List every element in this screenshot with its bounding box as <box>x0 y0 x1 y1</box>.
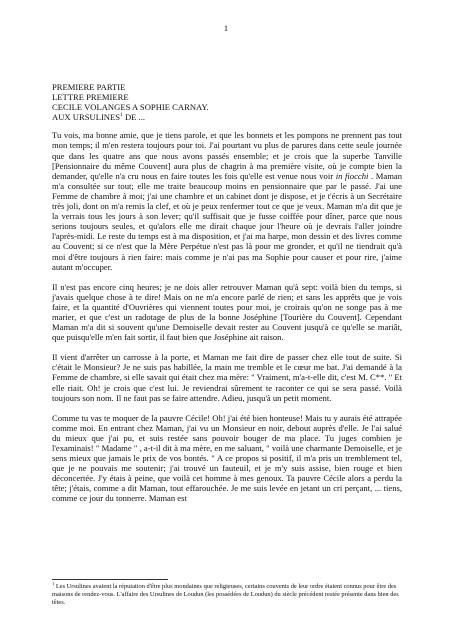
footnote-mark: 1 <box>52 580 55 586</box>
letter-heading <box>52 82 402 122</box>
part-title: PREMIERE PARTIE <box>52 82 126 92</box>
place-suffix: DE ... <box>122 112 145 123</box>
paragraph-1 <box>52 130 402 271</box>
footnote <box>52 580 402 607</box>
paragraph-1-text-a: Tu vois, ma bonne amie, que je tiens parole, et que les bonnets et les pompons ne prennent pas tout mon temps; il m'en restera toujours pour toi. J'ai pourtant vu plus de parures dans cette seule journée que dans les quatre ans que nous avons passés ensemble; et je crois que la superbe Tanville [Pensionnaire du même Couvent] aura plus de chagrin à ma première visite, où je compte bien la demander, qu'elle n'a cru nous en faire toutes les fois qu'elle est venue nous voir <box>52 130 402 181</box>
footnote-text: Les Ursulines avaient la réputation d'être plus mondaines que religieuses, certains couvents de leur ordre étaient connus pour être des maisons de rendez-vous. L'affaire des Ursulines de Loudun (les possédées de Loudun) du siècle précédent restée présente dans bien des têtes. <box>52 583 399 606</box>
letter-place <box>52 112 402 122</box>
letter-title: LETTRE PREMIERE <box>52 92 129 103</box>
paragraph-4: Comme tu vas te moquer de la pauvre Cécile! Oh! j'ai été bien honteuse! Mais tu y aurais été attrapée comme moi. En entrant chez Maman, j'ai vu un Monsieur en noir, debout auprès d'elle. Je l'ai salué du mieux que j'ai pu, et suis restée sans pouvoir bouger de ma place. Tu juges combien je l'examinais! " Madame " , a-t-il dit à ma mère, en me saluant, " voilà une charmante Demoiselle, et je sens mieux que jamais le prix de vos bontés. " A ce propos si positif, il m'a pris un tremblement tel, que je ne pouvais me soutenir; j'ai trouvé un fauteuil, et je m'y suis assise, bien rouge et bien déconcertée. J'y étais à peine, que voilà cet homme à mes genoux. Ta pauvre Cécile alors a perdu la tête; j'étais, comme a dit Maman, tout effarouchée. Je me suis levée en jetant un cri perçant, ... tiens, comme ce jour du tonnerre. Maman est <box>52 412 402 504</box>
sender-recipient: CECILE VOLANGES A SOPHIE CARNAY. <box>52 102 209 113</box>
paragraph-2: Il n'est pas encore cinq heures; je ne dois aller retrouver Maman qu'à sept: voilà bien du temps, si j'avais quelque chose à te dire! Mais on ne m'a encore parlé de rien; et sans les apprêts que je vois faire, et la quantité d'Ouvrières qui viennent toutes pour moi, je croirais qu'on ne songe pas à me marier, et que c'est un radotage de plus de la bonne Joséphine [Tourière du Couvent]. Cependant Maman m'a dit si souvent qu'une Demoiselle devait rester au Couvent jusqu'à ce qu'elle se mariât, que puisqu'elle m'en fait sortir, il faut bien que Joséphine ait raison. <box>52 281 402 343</box>
footnote-divider <box>52 579 168 580</box>
paragraph-1-italic: in fiocchi <box>335 170 369 181</box>
footnote-reference[interactable]: 1 <box>120 112 123 119</box>
letter-body <box>52 82 402 514</box>
paragraph-3: Il vient d'arrêter un carrosse à la porte, et Maman me fait dire de passer chez elle tout de suite. Si c'était le Monsieur? Je ne suis pas habillée, la main me tremble et le cœur me bat. J'ai demandé à la Femme de chambre, si elle savait qui était chez ma mère: " Vraiment, m'a-t-elle dit, c'est M. C**. " Et elle riait. Oh! je crois que c'est lui. Je reviendrai sûrement te raconter ce qui se sera passé. Voilà toujours son nom. Il ne faut pas se faire attendre. Adieu, jusqu'à un petit moment. <box>52 352 402 403</box>
place-prefix: AUX URSULINES <box>52 112 121 123</box>
page-number: 1 <box>223 23 229 33</box>
paragraph-1-text-b: . Maman m'a consultée sur tout; elle me traite beaucoup moins en pensionnaire que par le passé. J'ai une Femme de chambre à moi; j'ai une chambre et un cabinet dont je dispose, et je t'écris à un Secrétaire très joli, dont on m'a remis la clef, et où je peux renfermer tout ce que je veux. Maman m'a dit que je la verrais tous les jours à son lever; qu'il suffisait que je fusse coiffée pour dîner, parce que nous serions toujours seules, et qu'alors elle me dirait chaque jour l'heure où je devrais l'aller joindre l'après-midi. Le reste du temps est à ma disposition, et j'ai ma harpe, mon dessin et des livres comme au Couvent; si ce n'est que la Mère Perpétue n'est pas là pour me gronder, et qu'il ne tiendrait qu'à moi d'être toujours à rien faire: mais comme je n'ai pas ma Sophie pour causer et pour rire, j'aime autant m'occuper. <box>52 170 403 272</box>
